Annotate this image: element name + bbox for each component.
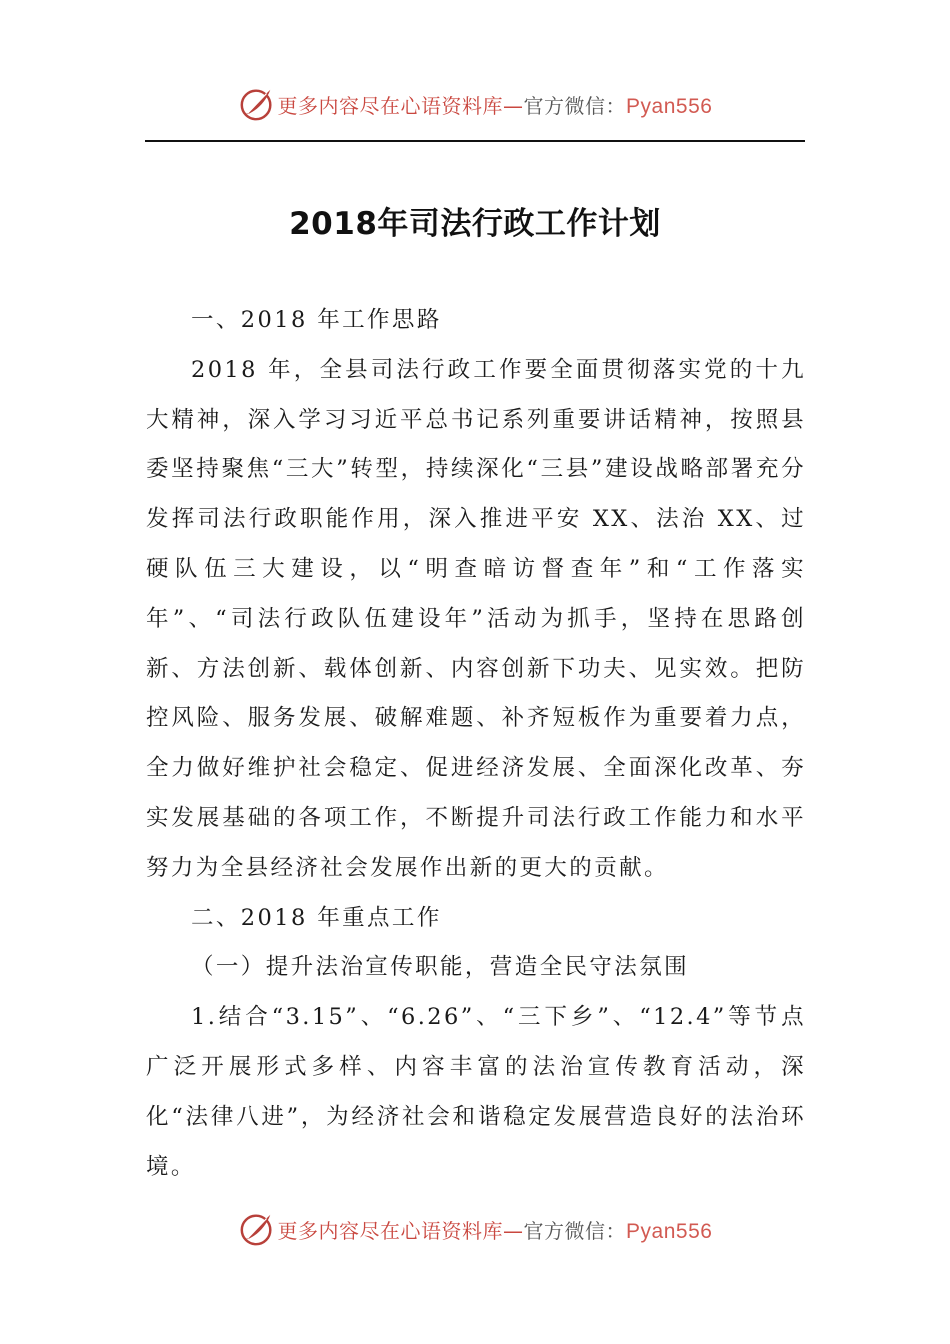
header-divider: [145, 140, 805, 142]
subsection-heading-1: （一）提升法治宣传职能，营造全民守法氛围: [191, 954, 690, 981]
section-heading-2: 二、2018 年重点工作: [191, 904, 442, 931]
body-paragraph-1: 2018 年，全县司法行政工作要全面贯彻落实党的十九大精神，深入学习习近平总书记系列重要讲话精神，按照县委坚持聚焦“三大”转型，持续深化“三县”建设战略部署充分发挥司法行政职能作用，深入推进平安 XX、法治 XX、过硬队伍三大建设，以“明查暗访督查年”和“工作落实年”、“司法行政队伍建设年”活动为抓手，坚持在思路创新、方法创新、载体创新、内容创新下功夫、见实效。把防控风险、服务发展、破解难题、补齐短板作为重要着力点，全力做好维护社会稳定、促进经济发展、全面深化改革、夯实发展基础的各项工作，不断提升司法行政工作能力和水平努力为全县经济社会发展作出新的更大的贡献。: [146, 356, 806, 881]
banner-text: 更多内容尽在心语资料库—官方微信：Pyan556: [277, 1218, 713, 1243]
section-heading-1: 一、2018 年工作思路: [191, 307, 442, 333]
quill-logo-icon: [238, 85, 276, 123]
document-body: [146, 296, 806, 1192]
body-paragraph-2: 1.结合“3.15”、“6.26”、“三下乡”、“12.4”等节点广泛开展形式多样、内容丰富的法治宣传教育活动，深化“法律八进”，为经济社会和谐稳定发展营造良好的法治环境。: [146, 1004, 806, 1180]
banner-text: 更多内容尽在心语资料库—官方微信：Pyan556: [277, 93, 713, 118]
header-watermark-banner: [0, 82, 950, 126]
document-title: 2018年司法行政工作计划: [289, 206, 661, 242]
footer-watermark-banner: [0, 1207, 950, 1251]
quill-logo-icon: [238, 1210, 276, 1248]
